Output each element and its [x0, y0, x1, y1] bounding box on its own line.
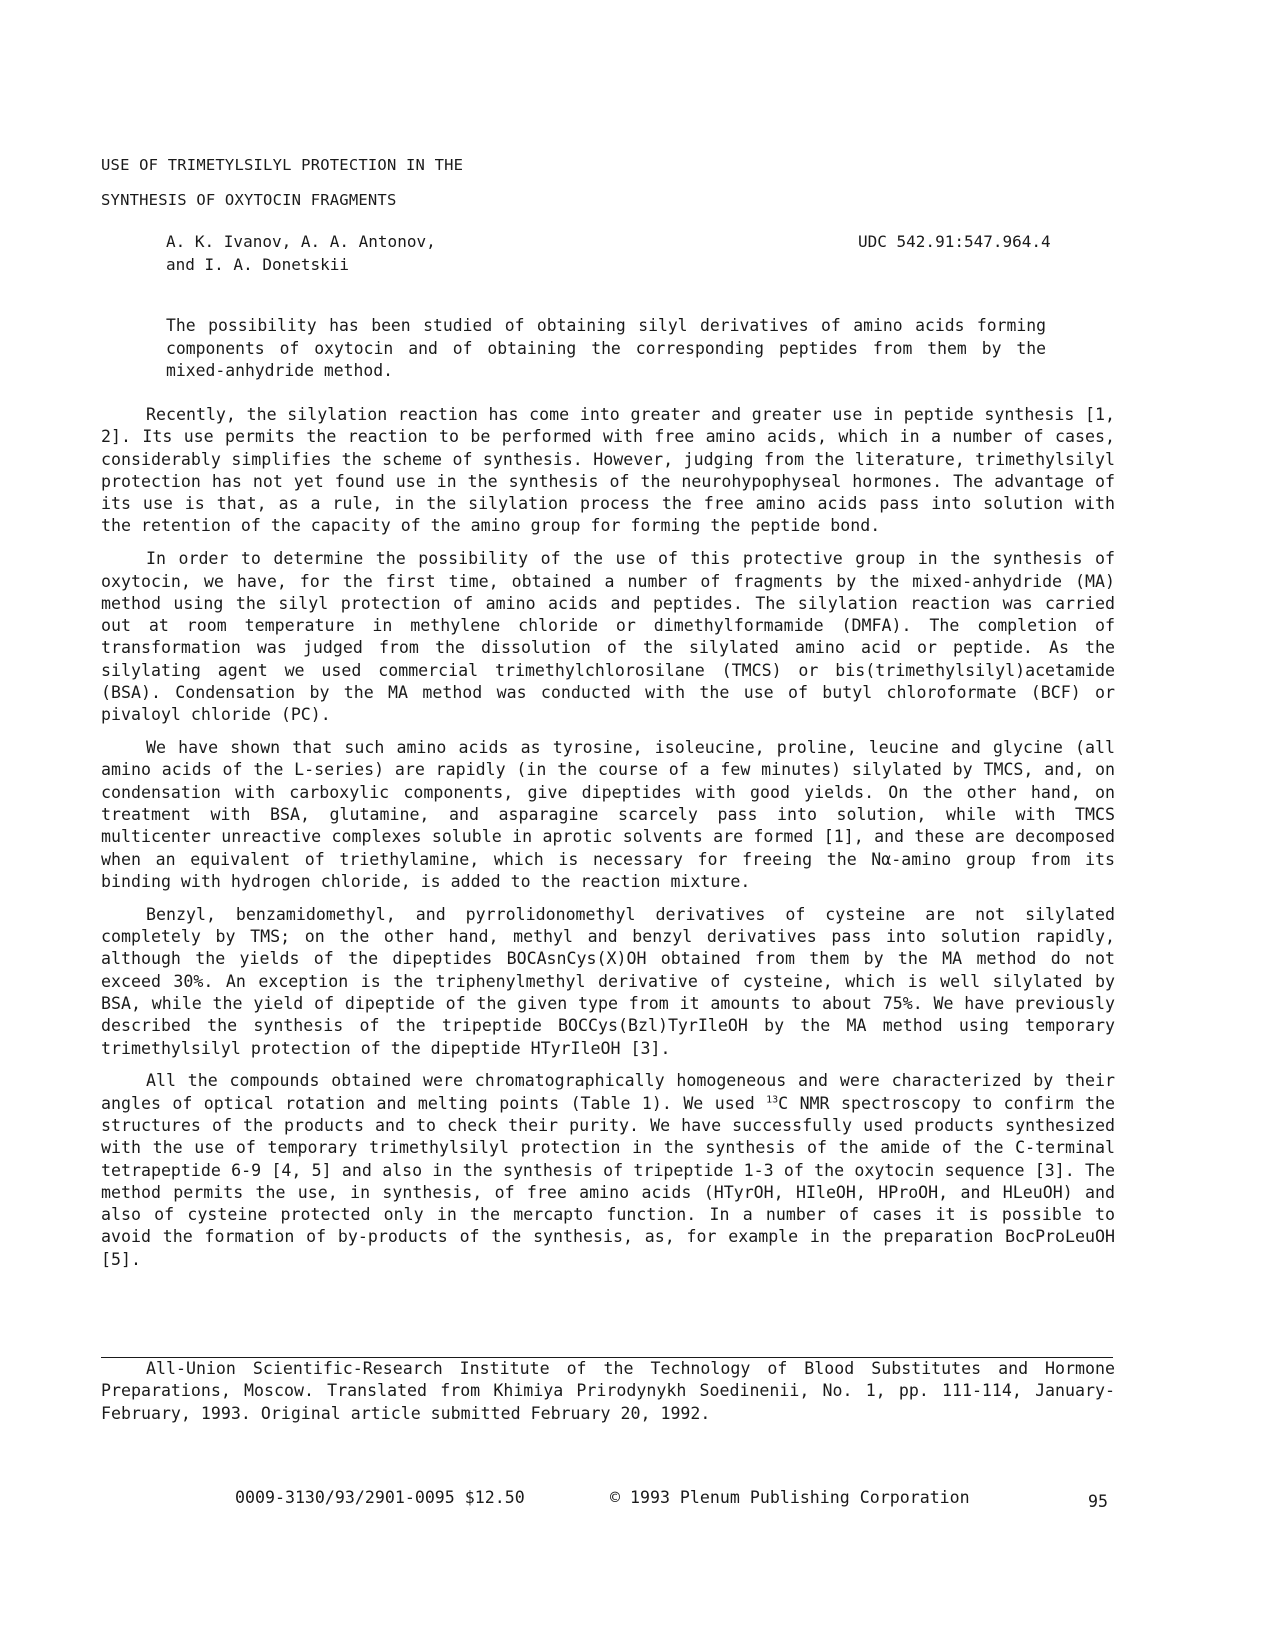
author-list: [166, 230, 436, 276]
affiliation-footnote: All-Union Scientific-Research Institute of the Technology of Blood Substitutes and Hormone Preparations, Moscow. Translated from Khimiya Prirodynykh Soedinenii, No. 1, pp. 111-114, January-February, 1993. Original article submitted February 20, 1992.: [101, 1359, 1115, 1423]
article-body: [101, 404, 1115, 1281]
abstract: The possibility has been studied of obtaining silyl derivatives of amino acids forming components of oxytocin and of obtaining the corresponding peptides from them by the mixed-anhydride method.: [166, 316, 1046, 380]
authors-line-1: A. K. Ivanov, A. A. Antonov,: [166, 232, 436, 251]
article-title: [101, 148, 463, 218]
body-paragraph-1: Recently, the silylation reaction has come into greater and greater use in peptide synthesis [1, 2]. Its use permits the reaction to be performed with free amino acids, which in a number of cases, considerably simplifies the scheme of synthesis. However, judging from the literature, trimethylsilyl protection has not yet found use in the synthesis of the neurohypophyseal hormones. The advantage of its use is that, as a rule, in the silylation process the free amino acids pass into solution with the retention of the capacity of the amino group for forming the peptide bond.: [101, 405, 1115, 536]
body-paragraph-5: [101, 1070, 1115, 1271]
body-paragraph-2: In order to determine the possibility of the use of this protective group in the synthesis of oxytocin, we have, for the first time, obtained a number of fragments by the mixed-anhydride (MA) method using the silyl protection of amino acids and peptides. The silylation reaction was carried out at room temperature in methylene chloride or dimethylformamide (DMFA). The completion of transformation was judged from the dissolution of the silylated amino acid or peptide. As the silylating agent we used commercial trimethylchlorosilane (TMCS) or bis(trimethylsilyl)acetamide (BSA). Condensation by the MA method was conducted with the use of butyl chloroformate (BCF) or pivaloyl chloride (PC).: [101, 549, 1115, 725]
body-paragraph-3: We have shown that such amino acids as tyrosine, isoleucine, proline, leucine and glycine (all amino acids of the L-series) are rapidly (in the course of a few minutes) silylated by TMCS, and, on condensation with carboxylic components, give dipeptides with good yields. On the other hand, on treatment with BSA, glutamine, and asparagine scarcely pass into solution, while with TMCS multicenter unreactive complexes soluble in aprotic solvents are formed [1], and these are decomposed when an equivalent of triethylamine, which is necessary for freeing the Nα-amino group from its binding with hydrogen chloride, is added to the reaction mixture.: [101, 738, 1115, 891]
authors-line-2: and I. A. Donetskii: [166, 255, 350, 274]
title-line-1: USE OF TRIMETYLSILYL PROTECTION IN THE: [101, 156, 464, 174]
paragraph-5-text-after: C NMR spectroscopy to confirm the structures of the products and to check their purity. We have successfully used products synthesized with the use of temporary trimethylsilyl protection in the synthesis of the amide of the C-terminal tetrapeptide 6-9 [4, 5] and also in the synthesis of tripeptide 1-3 of the oxytocin sequence [3]. The method permits the use, in synthesis, of free amino acids (HTyrOH, HIleOH, HProOH, and HLeuOH) and also of cysteine protected only in the mercapto function. In a number of cases it is possible to avoid the formation of by-products of the synthesis, as, for example in the preparation BocProLeuOH [5].: [101, 1093, 1115, 1269]
body-paragraph-4: Benzyl, benzamidomethyl, and pyrrolidonomethyl derivatives of cysteine are not silylated completely by TMS; on the other hand, methyl and benzyl derivatives pass into solution rapidly, although the yields of the dipeptides BOCAsnCys(X)OH obtained from them by the MA method do not exceed 30%. An exception is the triphenylmethyl derivative of cysteine, which is well silylated by BSA, while the yield of dipeptide of the given type from it amounts to about 75%. We have previously described the synthesis of the tripeptide BOCCys(Bzl)TyrIleOH by the MA method using temporary trimethylsilyl protection of the dipeptide HTyrIleOH [3].: [101, 904, 1115, 1058]
isotope-superscript: 13: [766, 1094, 779, 1106]
udc-code: UDC 542.91:547.964.4: [858, 232, 1051, 251]
copyright-notice: © 1993 Plenum Publishing Corporation: [610, 1488, 970, 1507]
paragraph-5-text-before: All the compounds obtained were chromatographically homogeneous and were characterized by their angles of optical rotation and melting points (Table 1). We used: [101, 1071, 1115, 1113]
issn-price: 0009-3130/93/2901-0095 $12.50: [235, 1488, 525, 1507]
title-line-2: SYNTHESIS OF OXYTOCIN FRAGMENTS: [101, 191, 397, 209]
page-number: 95: [1088, 1492, 1108, 1511]
